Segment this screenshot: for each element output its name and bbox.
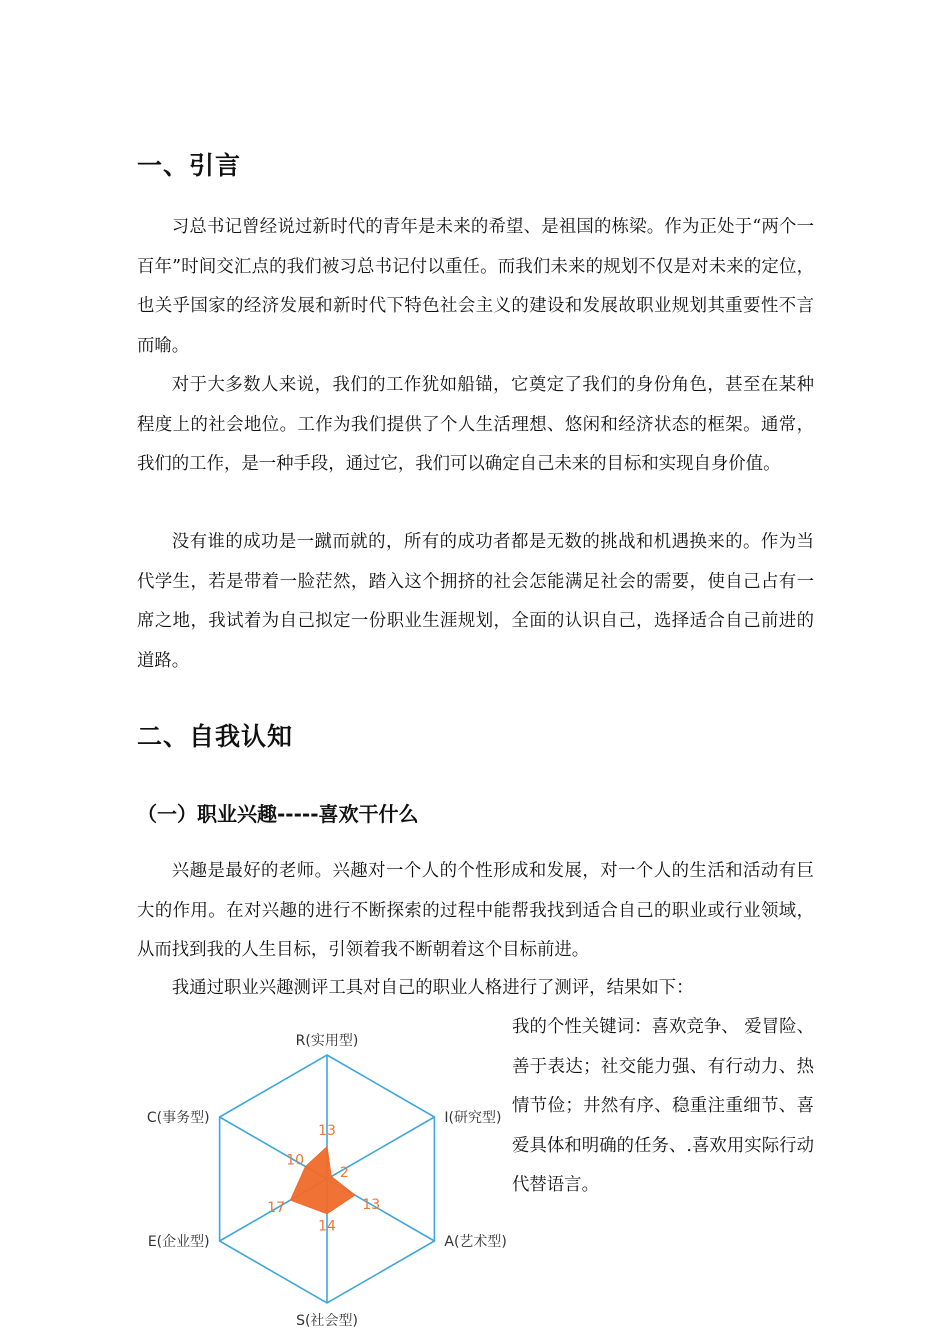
keywords-text: 我的个性关键词：喜欢竞争、 爱冒险、善于表达；社交能力强、有行动力、热情节俭；井然有序、稳重注重细节、喜爱具体和明确的任务、.喜欢用实际行动代替语言。 bbox=[512, 1017, 814, 1195]
intro-paragraph-2: 对于大多数人来说，我们的工作犹如船锚，它奠定了我们的身份角色，甚至在某种程度上的社会地位。工作为我们提供了个人生活理想、悠闲和经济状态的框架。通常，我们的工作，是一种手段，通过它，我们可以确定自己未来的目标和实现自身价值。 bbox=[137, 375, 814, 474]
radar-value-label-5: 10 bbox=[286, 1152, 305, 1169]
radar-value-label-1: 2 bbox=[339, 1165, 349, 1181]
radar-axis-label-5: C(事务型) bbox=[146, 1110, 210, 1126]
interest-subheading: （一）职业兴趣-----喜欢干什么 bbox=[137, 802, 419, 826]
radar-axis-label-2: A(艺术型) bbox=[444, 1234, 507, 1250]
interest-paragraph-1: 兴趣是最好的老师。兴趣对一个人的个性形成和发展，对一个人的生活和活动有巨大的作用。在对兴趣的进行不断探索的过程中能帮我找到适合自己的职业或行业领域，从而找到我的人生目标，引领着我不断朝着这个目标前进。 bbox=[137, 861, 814, 960]
self-heading: 二、自我认知 bbox=[137, 722, 294, 751]
radar-axis-label-0: R(实用型) bbox=[295, 1033, 359, 1049]
radar-axis-label-3: S(社会型) bbox=[296, 1313, 358, 1329]
radar-axis-label-4: E(企业型) bbox=[147, 1234, 210, 1250]
radar-value-label-0: 13 bbox=[318, 1122, 336, 1139]
radar-axis-label-1: I(研究型) bbox=[444, 1110, 502, 1126]
intro-paragraph-3: 没有谁的成功是一蹴而就的，所有的成功者都是无数的挑战和机遇换来的。作为当代学生，若是带着一脸茫然，踏入这个拥挤的社会怎能满足社会的需要，使自己占有一席之地，我试着为自己拟定一份职业生涯规划，全面的认识自己，选择适合自己前进的道路。 bbox=[137, 532, 814, 671]
interest-paragraph-2: 我通过职业兴趣测评工具对自己的职业人格进行了测评，结果如下： bbox=[171, 978, 694, 998]
radar-value-label-2: 13 bbox=[362, 1197, 381, 1214]
intro-paragraph-1: 习总书记曾经说过新时代的青年是未来的希望、是祖国的栋梁。作为正处于“两个一百年”时间交汇点的我们被习总书记付以重任。而我们未来的规划不仅是对未来的定位，也关乎国家的经济发展和新时代下特色社会主义的建设和发展故职业规划其重要性不言而喻。 bbox=[137, 217, 814, 356]
radar-value-label-4: 17 bbox=[267, 1200, 286, 1217]
intro-heading: 一、引言 bbox=[137, 151, 242, 180]
radar-value-label-3: 14 bbox=[318, 1218, 336, 1235]
holland-radar-chart bbox=[140, 1033, 520, 1329]
radar-svg bbox=[140, 1033, 520, 1329]
